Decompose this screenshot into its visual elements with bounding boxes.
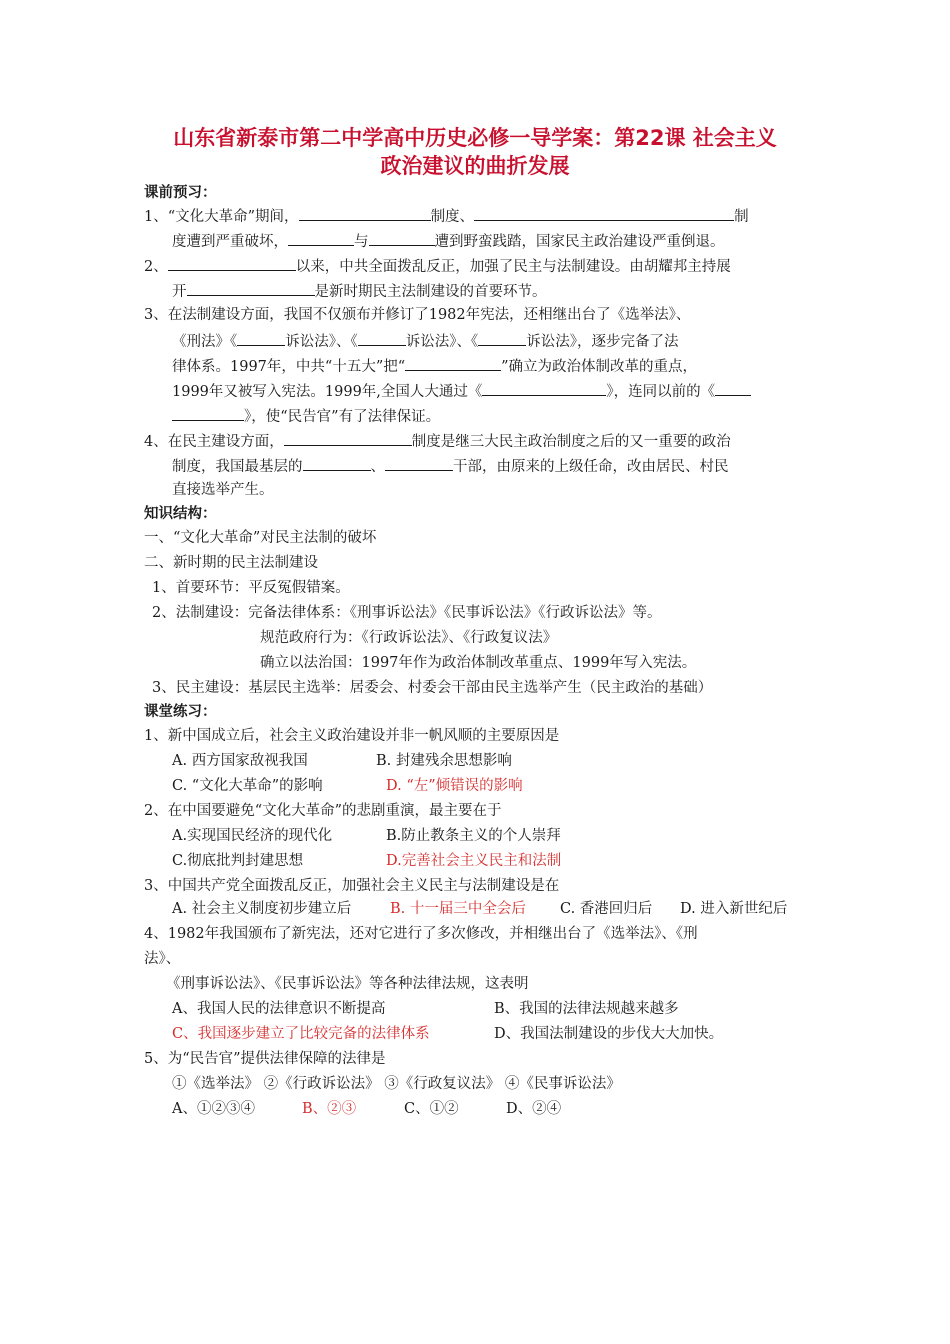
q3-text-b2: 诉讼法》、《: [285, 334, 358, 350]
practice-q2-option-c: C.彻底批判封建思想: [172, 853, 304, 869]
practice-q2: 2、在中国要避免“文化大革命”的悲剧重演，最主要在于: [144, 803, 502, 819]
practice-q2-option-d-answer: D.完善社会主义民主和法制: [386, 853, 562, 869]
preview-q3-line-1: 3、在法制建设方面，我国不仅颁布并修订了1982年宪法，还相继出台了《选举法》、: [144, 307, 691, 323]
practice-q3-option-b-answer: B. 十一届三中全会后: [390, 901, 526, 917]
q3-text-b1: 《刑法》《: [172, 334, 238, 350]
q1-text-a: 1、“文化大革命”期间，: [144, 209, 299, 225]
document-title-line-1: 山东省新泰市第二中学高中历史必修一导学案：第22课 社会主义: [173, 126, 777, 150]
blank-field[interactable]: [303, 455, 371, 471]
q4-text-b1: 制度，我国最基层的: [172, 459, 303, 475]
preview-q2-line-1: [144, 255, 731, 277]
practice-q3-option-a: A. 社会主义制度初步建立后: [172, 901, 352, 917]
preview-q2-line-2: [172, 280, 547, 302]
practice-q3-option-d: D. 进入新世纪后: [680, 901, 788, 917]
blank-field[interactable]: [385, 455, 453, 471]
blank-field[interactable]: [474, 205, 734, 221]
q2-text-b: 以来，中共全面拨乱反正，加强了民主与法制建设。由胡耀邦主持展: [295, 259, 731, 275]
practice-q3-option-c: C. 香港回归后: [560, 901, 653, 917]
practice-q5-option-d: D、②④: [506, 1101, 562, 1117]
practice-q4-line-1: 4、1982年我国颁布了新宪法，还对它进行了多次修改，并相继出台了《选举法》、《刑: [144, 926, 698, 942]
practice-q3: 3、中国共产党全面拨乱反正，加强社会主义民主与法制建设是在: [144, 878, 560, 894]
practice-q1-option-d-answer: D. “左”倾错误的影响: [386, 778, 523, 794]
preview-q3-line-2: [172, 330, 679, 352]
blank-field[interactable]: [405, 355, 501, 371]
practice-q4-line-2: 法》、: [144, 951, 181, 967]
blank-field[interactable]: [187, 280, 315, 296]
preview-q1-line-2: [172, 230, 725, 252]
q3-text-d2: 》，连同以前的《: [606, 384, 716, 400]
practice-q5-option-c: C、①②: [404, 1101, 459, 1117]
q1-text-f: 遭到野蛮践踏，国家民主政治建设严重倒退。: [434, 234, 725, 250]
structure-line-7: 3、民主建设：基层民主选举：居委会、村委会干部由民主选举产生（民主政治的基础）: [152, 680, 713, 696]
blank-field[interactable]: [482, 380, 606, 396]
blank-field[interactable]: [478, 330, 526, 346]
q3-text-e: 》，使“民告官”有了法律保证。: [244, 409, 441, 425]
q1-text-d: 度遭到严重破坏，: [172, 234, 288, 250]
q3-text-b3: 诉讼法》、《: [405, 334, 479, 350]
structure-line-5: 规范政府行为：《行政诉讼法》、《行政复议法》: [260, 630, 558, 646]
q1-text-e: 与: [354, 234, 369, 250]
practice-q1-option-b: B. 封建残余思想影响: [376, 753, 512, 769]
q4-text-a1: 4、在民主建设方面，: [144, 434, 284, 450]
q2-text-d: 是新时期民主法制建设的首要环节。: [314, 284, 547, 300]
q3-text-c1: 律体系。1997年，中共“十五大”把“: [172, 359, 406, 375]
structure-heading: 知识结构：: [144, 506, 217, 522]
practice-q4-line-3: 《刑事诉讼法》、《民事诉讼法》等各种法律法规，这表明: [166, 976, 529, 992]
structure-line-1: 一、“文化大革命”对民主法制的破坏: [144, 530, 377, 546]
q2-text-a: 2、: [144, 259, 168, 275]
blank-field[interactable]: [715, 380, 751, 396]
practice-q5-option-a: A、①②③④: [172, 1101, 255, 1117]
preview-q4-line-3: 直接选举产生。: [172, 482, 274, 498]
practice-q5-statements: ①《选举法》 ②《行政诉讼法》 ③《行政复议法》 ④《民事诉讼法》: [172, 1076, 621, 1092]
practice-q4-option-d: D、我国法制建设的步伐大大加快。: [494, 1026, 724, 1042]
preview-heading: 课前预习：: [144, 185, 217, 201]
preview-q4-line-2: [172, 455, 729, 477]
practice-q5: 5、为“民告官”提供法律保障的法律是: [144, 1051, 386, 1067]
practice-q1-option-a: A. 西方国家敌视我国: [172, 753, 308, 769]
blank-field[interactable]: [237, 330, 285, 346]
practice-q1: 1、新中国成立后，社会主义政治建设并非一帆风顺的主要原因是: [144, 728, 560, 744]
q3-text-d1: 1999年又被写入宪法。1999年,全国人大通过《: [172, 384, 483, 400]
practice-q2-option-a: A.实现国民经济的现代化: [172, 828, 333, 844]
practice-q4-option-b: B、我国的法律法规越来越多: [494, 1001, 679, 1017]
blank-field[interactable]: [358, 330, 406, 346]
q2-text-c: 开: [172, 284, 187, 300]
q3-text-b4: 诉讼法》，逐步完备了法: [526, 334, 679, 350]
q1-text-b: 制度、: [430, 209, 475, 225]
q4-text-b2: 、: [370, 459, 385, 475]
structure-line-4: 2、法制建设：完备法律体系：《刑事诉讼法》《民事诉讼法》《行政诉讼法》等。: [152, 605, 662, 621]
blank-field[interactable]: [172, 405, 244, 421]
preview-q3-line-5: [172, 405, 440, 427]
structure-line-6: 确立以法治国：1997年作为政治体制改革重点、1999年写入宪法。: [260, 655, 697, 671]
blank-field[interactable]: [288, 230, 354, 246]
preview-q3-line-3: [172, 355, 697, 377]
practice-q1-option-c: C. “文化大革命”的影响: [172, 778, 323, 794]
q3-text-c2: ”确立为政治体制改革的重点，: [501, 359, 698, 375]
preview-q1-line-1: [144, 205, 749, 227]
q1-text-c: 制: [734, 209, 749, 225]
practice-heading: 课堂练习：: [144, 704, 217, 720]
blank-field[interactable]: [299, 205, 431, 221]
practice-q4-option-c-answer: C、我国逐步建立了比较完备的法律体系: [172, 1026, 430, 1042]
structure-line-3: 1、首要环节：平反冤假错案。: [152, 580, 350, 596]
preview-q3-line-4: [172, 380, 751, 402]
practice-q5-option-b-answer: B、②③: [302, 1101, 357, 1117]
blank-field[interactable]: [284, 430, 412, 446]
structure-line-2: 二、新时期的民主法制建设: [144, 555, 318, 571]
blank-field[interactable]: [369, 230, 435, 246]
q4-text-b3: 干部，由原来的上级任命，改由居民、村民: [453, 459, 729, 475]
q4-text-a2: 制度是继三大民主政治制度之后的又一重要的政治: [411, 434, 731, 450]
document-title-line-2: 政治建议的曲折发展: [380, 154, 570, 178]
preview-q4-line-1: [144, 430, 731, 452]
practice-q4-option-a: A、我国人民的法律意识不断提高: [172, 1001, 386, 1017]
practice-q2-option-b: B.防止教条主义的个人崇拜: [386, 828, 561, 844]
blank-field[interactable]: [168, 255, 296, 271]
